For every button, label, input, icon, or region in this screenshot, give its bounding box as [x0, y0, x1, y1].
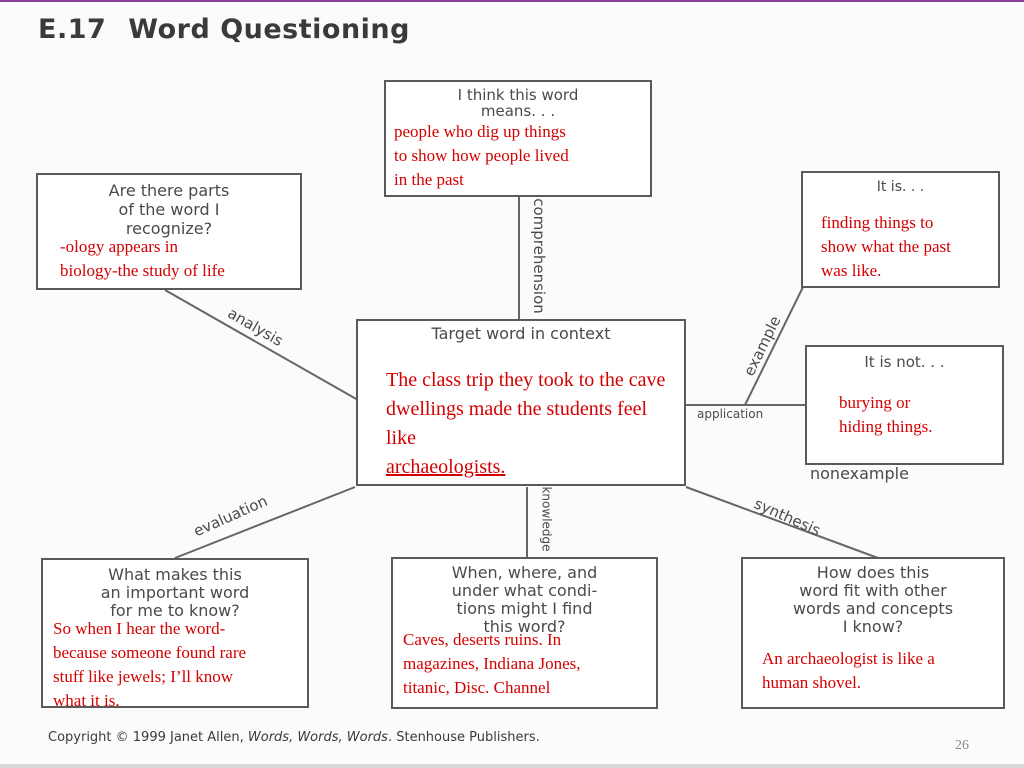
label-synthesis: synthesis — [751, 494, 824, 540]
answer-target-word — [386, 366, 682, 482]
box-parts-recognize — [36, 173, 302, 290]
box-it-is — [801, 171, 1000, 288]
box-target-word — [356, 319, 686, 486]
prompt-parts-recognize: Are there parts of the word I recognize? — [108, 181, 230, 238]
line-analysis — [165, 290, 358, 400]
box-important-word — [41, 558, 309, 708]
label-evaluation: evaluation — [190, 491, 271, 541]
answer-parts-recognize: -ology appears in biology-the study of life — [60, 237, 225, 280]
target-word: archaeologists. — [386, 456, 506, 478]
answer-when-where: Caves, deserts ruins. In magazines, Indiana Jones, titanic, Disc. Channel — [403, 630, 581, 697]
bottom-border — [0, 764, 1024, 768]
prompt-fit-other-words: How does this word fit with other words and concepts I know? — [792, 563, 954, 636]
prompt-important-word: What makes this an important word for me to know? — [100, 565, 250, 620]
label-application: application — [697, 407, 764, 421]
label-knowledge: knowledge — [539, 486, 554, 552]
label-example: example — [740, 313, 785, 379]
prompt-it-is: It is. . . — [876, 179, 925, 195]
label-comprehension: comprehension — [529, 198, 548, 314]
answer-it-is-not: burying or hiding things. — [839, 393, 933, 436]
answer-think-means: people who dig up things to show how people lived in the past — [394, 122, 569, 189]
target-sentence: The class trip they took to the cave dwellings made the students feel like — [386, 369, 666, 449]
title-text: Word Questioning — [128, 14, 410, 45]
copyright-line — [48, 730, 540, 745]
publisher: . Stenhouse Publishers. — [387, 730, 540, 745]
prompt-it-is-not: It is not. . . — [864, 353, 945, 371]
answer-fit-other-words: An archaeologist is like a human shovel. — [762, 649, 935, 692]
answer-it-is: finding things to show what the past was like. — [821, 213, 951, 280]
box-it-is-not — [805, 345, 1004, 465]
prompt-target-word: Target word in context — [431, 324, 611, 343]
box-fit-other-words — [741, 557, 1005, 709]
box-when-where — [391, 557, 658, 709]
prompt-when-where: When, where, and under what condi- tions might I find this word? — [451, 563, 598, 636]
label-analysis: analysis — [224, 304, 287, 350]
copyright-prefix: Copyright © 1999 Janet Allen, — [48, 730, 248, 745]
prompt-think-means: I think this word means. . . — [457, 86, 579, 120]
book-title: Words, Words, Words — [247, 730, 388, 745]
box-think-means — [384, 80, 652, 197]
label-nonexample: nonexample — [810, 464, 909, 483]
answer-important-word: So when I hear the word- because someone found rare stuff like jewels; I’ll know what it is. — [53, 619, 247, 710]
title-number: E.17 — [38, 14, 107, 45]
page-number: 26 — [955, 738, 969, 753]
